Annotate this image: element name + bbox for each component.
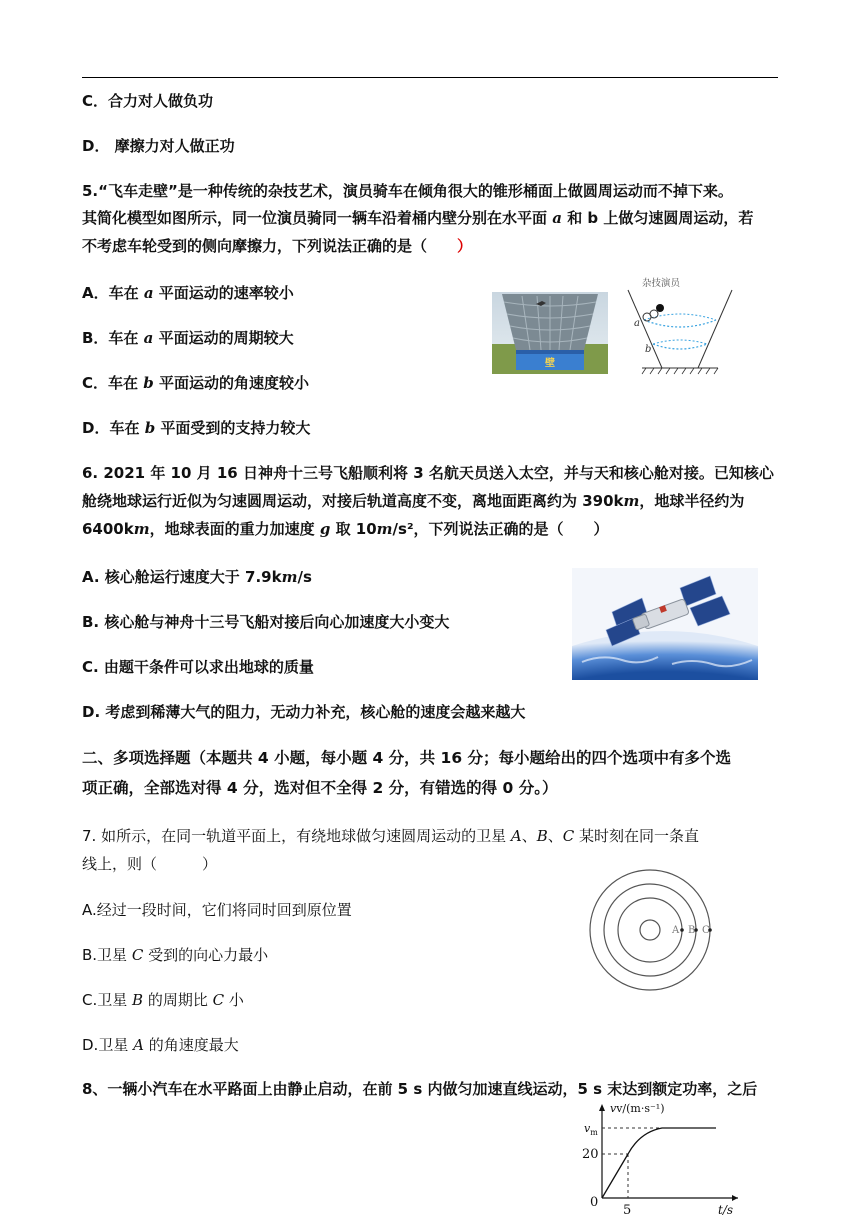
q6-stem-line2-b: ，地球半径约为 bbox=[639, 492, 745, 510]
q7-stem-line2: 线上，则（ ） bbox=[82, 855, 218, 873]
q8-tick-0: 0 bbox=[590, 1195, 599, 1210]
q8-tick-20: 20 bbox=[582, 1147, 599, 1162]
q8-vm-text: v bbox=[584, 1122, 591, 1135]
q6-stem-line3-a: 6400k bbox=[82, 520, 134, 538]
section2-heading-line1: 二、多项选择题（本题共 4 小题，每小题 4 分，共 16 分；每小题给出的四个选项中有多个选 bbox=[82, 749, 732, 767]
q7-opt-c-b: 的周期比 bbox=[143, 991, 213, 1009]
q5-stem-line2-a: 其简化模型如图所示，同一位演员骑同一辆车沿着桶内壁分别在水平面 bbox=[82, 209, 553, 227]
q5-opt-a-var: a bbox=[143, 284, 154, 302]
q6-space-station-image bbox=[572, 568, 758, 680]
q7-var-a: A bbox=[510, 827, 522, 845]
q5-stem-line3-a: 不考虑车轮受到的侧向摩擦力，下列说法正确的是（ bbox=[82, 237, 428, 255]
q5-opt-d-var: b bbox=[144, 419, 156, 437]
q7-opt-b-var: C bbox=[131, 946, 144, 964]
q6-stem-line2-a: 舱绕地球运行近似为匀速圆周运动，对接后轨道高度不变，离地面距离约为 390k bbox=[82, 492, 624, 510]
q5-opt-b-var: a bbox=[143, 329, 154, 347]
q6-unit-m1: m bbox=[623, 492, 640, 510]
q6-opt-a-text: A. 核心舱运行速度大于 7.9k bbox=[82, 568, 282, 586]
q5-opt-c-post: 平面运动的角速度较小 bbox=[153, 374, 309, 392]
q8-vt-graph bbox=[582, 1102, 742, 1216]
q6-stem-line3-c: 取 10 bbox=[330, 520, 377, 538]
q8-stem-line1: 8、一辆小汽车在水平路面上由静止启动，在前 5 s 内做匀加速直线运动，5 s 末达到额定功率，之后 bbox=[82, 1080, 758, 1098]
q5-stem-line2 bbox=[82, 208, 753, 228]
q5-opt-a-post: 平面运动的速率较小 bbox=[153, 284, 294, 302]
q8-x-label: t/s bbox=[718, 1203, 734, 1216]
q5-stem-line2-b: 和 b 上做匀速圆周运动，若 bbox=[561, 209, 754, 227]
q7-opt-c-var2: C bbox=[212, 991, 225, 1009]
q7-opt-d-b: 的角速度最大 bbox=[143, 1036, 239, 1054]
q5-opt-d-post: 平面受到的支持力较大 bbox=[155, 419, 311, 437]
q6-option-b: B. 核心舱与神舟十三号飞船对接后向心加速度大小变大 bbox=[82, 613, 450, 631]
q6-stem-line1: 6. 2021 年 10 月 16 日神舟十三号飞船顺利将 3 名航天员送入太空，并与天和核心舱对接。已知核心 bbox=[82, 464, 774, 482]
q5-opt-c-var: b bbox=[143, 374, 154, 392]
q6-opt-a-tail: /s bbox=[297, 568, 312, 586]
q5-opt-b-pre: B．车在 bbox=[82, 329, 144, 347]
q5-opt-b-post: 平面运动的周期较大 bbox=[153, 329, 294, 347]
q4-option-c bbox=[82, 91, 213, 111]
q5-option-a bbox=[82, 283, 294, 303]
q5-opt-a-pre: A．车在 bbox=[82, 284, 144, 302]
q5-cone-diagram bbox=[620, 272, 740, 378]
q7-var-b: B bbox=[536, 827, 548, 845]
q7-label-b: B bbox=[688, 925, 696, 936]
q5-option-c bbox=[82, 373, 309, 393]
q7-opt-c-a: C.卫星 bbox=[82, 991, 133, 1009]
q6-stem-line3-b: ，地球表面的重力加速度 bbox=[149, 520, 320, 538]
q5-option-d bbox=[82, 418, 310, 438]
q7-stem-line1 bbox=[82, 826, 699, 846]
q6-unit-m3: m bbox=[376, 520, 393, 538]
q7-opt-c-var: B bbox=[132, 991, 144, 1009]
q6-unit-m2: m bbox=[133, 520, 150, 538]
q7-opt-c-c: 小 bbox=[224, 991, 244, 1009]
q7-sep1: 、 bbox=[521, 827, 537, 845]
q6-opt-a-unit: m bbox=[281, 568, 298, 586]
q6-option-a bbox=[82, 567, 312, 587]
q7-option-c bbox=[82, 990, 244, 1010]
section2-heading-line2: 项正确，全部选对得 4 分，选对但不全得 2 分，有错选的得 0 分。） bbox=[82, 779, 558, 797]
q5-opt-d-pre: D．车在 bbox=[82, 419, 145, 437]
q4-option-d-text: D． 摩擦力对人做正功 bbox=[82, 137, 235, 155]
q6-stem-line3 bbox=[82, 519, 609, 539]
q5-stem-line1: 5.“飞车走壁”是一种传统的杂技艺术，演员骑车在倾角很大的锥形桶面上做圆周运动而不掉下来。 bbox=[82, 182, 733, 200]
q5-stem-line3-b: ） bbox=[457, 237, 473, 255]
q8-y-label: vv/(m·s⁻¹) bbox=[610, 1102, 665, 1115]
q8-y-label-text: v/(m·s⁻¹) bbox=[616, 1102, 665, 1115]
q7-opt-d-a: D.卫星 bbox=[82, 1036, 134, 1054]
q6-var-g: g bbox=[319, 520, 331, 538]
q7-opt-d-var: A bbox=[133, 1036, 144, 1054]
q7-opt-b-b: 受到的向心力最小 bbox=[143, 946, 269, 964]
q8-vm-sub: m bbox=[590, 1128, 598, 1137]
q6-option-c: C. 由题干条件可以求出地球的质量 bbox=[82, 658, 314, 676]
q5-var-a: a bbox=[552, 209, 562, 227]
q8-x-arrow bbox=[732, 1195, 738, 1201]
q7-option-a: A.经过一段时间，它们将同时回到原位置 bbox=[82, 901, 352, 919]
header-rule bbox=[82, 77, 778, 78]
q7-orbit-diagram bbox=[588, 868, 712, 992]
q4-option-c-text: C．合力对人做负功 bbox=[82, 92, 214, 110]
q5-opt-c-pre: C．车在 bbox=[82, 374, 144, 392]
q8-tick-5: 5 bbox=[623, 1203, 632, 1216]
q8-velocity-curve bbox=[602, 1128, 716, 1198]
q5-stem-line3 bbox=[82, 236, 472, 256]
q7-label-a: A bbox=[672, 925, 680, 936]
q7-stem-line1-b: 某时刻在同一条直 bbox=[574, 827, 700, 845]
q7-stem-line1-a: 7. 如所示，在同一轨道平面上，有绕地球做匀速圆周运动的卫星 bbox=[82, 827, 511, 845]
q7-label-c: C bbox=[702, 925, 710, 936]
q7-option-b bbox=[82, 945, 268, 965]
q6-option-d: D. 考虑到稀薄大气的阻力，无动力补充，核心舱的速度会越来越大 bbox=[82, 703, 526, 721]
q5-diagram-a: a bbox=[634, 318, 640, 329]
q5-photo-sign: 壁 bbox=[545, 358, 555, 369]
q5-option-b bbox=[82, 328, 294, 348]
q8-y-arrow bbox=[599, 1104, 605, 1111]
q6-stem-line2 bbox=[82, 491, 744, 511]
q6-stem-line3-d: /s²，下列说法正确的是（ ） bbox=[392, 520, 609, 538]
q7-var-c: C bbox=[562, 827, 575, 845]
q4-option-d bbox=[82, 136, 235, 156]
q7-opt-b-a: B.卫星 bbox=[82, 946, 132, 964]
q7-sep2: 、 bbox=[547, 827, 563, 845]
q8-vm-label bbox=[584, 1122, 598, 1137]
q5-arena-photo bbox=[492, 292, 608, 374]
q5-diagram-b: b bbox=[645, 344, 652, 355]
q5-diagram-label: 杂技演员 bbox=[642, 278, 681, 289]
q7-option-d bbox=[82, 1035, 239, 1055]
